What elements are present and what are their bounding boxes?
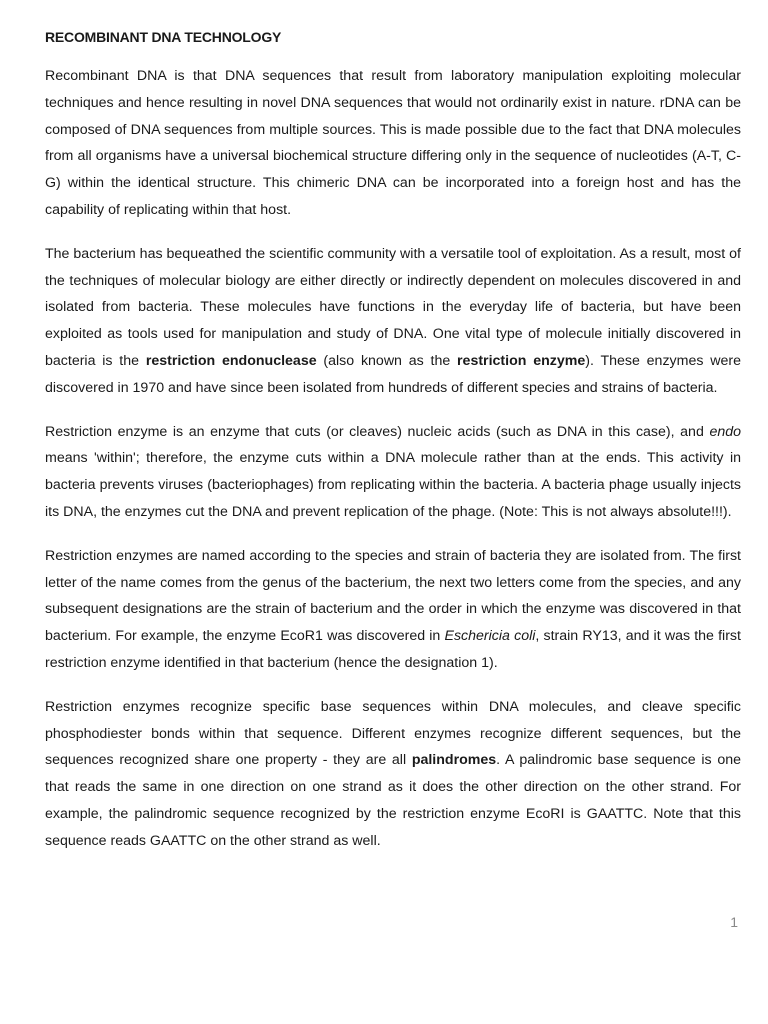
document-title: RECOMBINANT DNA TECHNOLOGY bbox=[45, 29, 282, 45]
paragraph-palindromes bbox=[45, 694, 741, 855]
text-segment: , strain RY13, and it was the first restriction enzyme identified in that bacterium (hence the designation 1). bbox=[45, 628, 741, 671]
term-restriction-endonuclease: restriction endonuclease bbox=[145, 352, 317, 369]
paragraph-restriction-enzyme bbox=[45, 419, 741, 526]
term-endo: endo bbox=[709, 423, 741, 440]
page-number: 1 bbox=[730, 914, 738, 930]
text-segment: (also known as the bbox=[316, 352, 458, 369]
text-segment: Recombinant DNA is that DNA sequences that result from laboratory manipulation exploiting molecular techniques and hence resulting in novel DNA sequences that would not ordinarily exist in nature. rDNA can be composed of DNA sequences from multiple sources. This is made possible due to the fact that DNA molecules from all organisms have a universal biochemical structure differing only in the sequence of nucleotides (A-T, C-G) within the identical structure. This chimeric DNA can be incorporated into a foreign host and has the capability of replicating within that host. bbox=[45, 68, 741, 218]
term-palindromes: palindromes bbox=[411, 752, 497, 769]
paragraph-intro bbox=[45, 63, 741, 224]
term-restriction-enzyme: restriction enzyme bbox=[457, 352, 586, 369]
text-segment: Restriction enzyme is an enzyme that cuts (or cleaves) nucleic acids (such as DNA in this case), and bbox=[45, 423, 710, 440]
text-segment: . A palindromic base sequence is one that reads the same in one direction on one strand as it does the other direction on the other strand. For example, the palindromic sequence recognized by the restriction enzyme EcoRI is GAATTC. Note that this sequence reads GAATTC on the other strand as well. bbox=[45, 752, 741, 849]
text-segment: Restriction enzymes are named according to the species and strain of bacteria they are isolated from. The first letter of the name comes from the genus of the bacterium, the next two letters come from the species, and any subsequent designations are the strain of bacterium and the order in which the enzyme was discovered in that bacterium. For example, the enzyme EcoR1 was discovered in bbox=[45, 547, 741, 645]
text-segment: The bacterium has bequeathed the scientific community with a versatile tool of exploitation. As a result, most of the techniques of molecular biology are either directly or indirectly dependent on molecules discovered in and isolated from bacteria. These molecules have functions in the everyday life of bacteria, but have been exploited as tools used for manipulation and study of DNA. One vital type of molecule initially discovered in bacteria is the bbox=[45, 245, 741, 369]
term-escherichia-coli: Eschericia coli bbox=[444, 628, 536, 645]
text-segment: means 'within'; therefore, the enzyme cuts within a DNA molecule rather than at the ends. This activity in bacteria prevents viruses (bacteriophages) from replicating within the bacteria. A bacteria phage usually injects its DNA, the enzymes cut the DNA and prevent replication of the phage. (Note: This is not always absolute!!!). bbox=[45, 450, 741, 520]
paragraph-bacterium bbox=[45, 241, 741, 402]
text-segment: ). These enzymes were discovered in 1970 and have since been isolated from hundreds of different species and strains of bacteria. bbox=[45, 352, 741, 396]
text-segment: Restriction enzymes recognize specific base sequences within DNA molecules, and cleave specific phosphodiester bonds within that sequence. Different enzymes recognize different sequences, but the sequences recognized share one property - they are all bbox=[45, 698, 741, 769]
document-page bbox=[45, 26, 741, 872]
paragraph-naming bbox=[45, 543, 741, 677]
